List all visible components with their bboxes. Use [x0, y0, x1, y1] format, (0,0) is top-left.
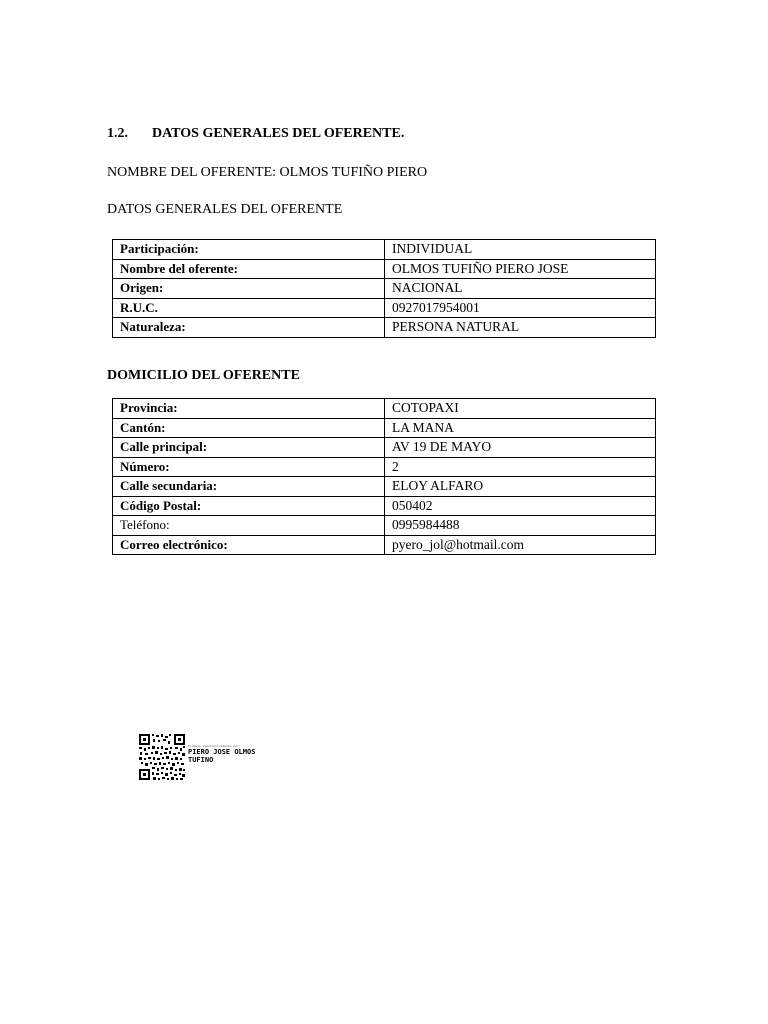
table-row	[113, 318, 656, 338]
row-label: Correo electrónico:	[113, 535, 385, 555]
row-value: 0927017954001	[385, 298, 656, 318]
signature-caption: Firmado electrónicamente por:	[188, 744, 241, 748]
electronic-signature	[138, 733, 278, 781]
signature-name-line1: PIERO JOSE OLMOS	[188, 748, 256, 756]
table-row	[113, 516, 656, 536]
row-label: R.U.C.	[113, 298, 385, 318]
signature-name-line2: TUFINO	[188, 756, 214, 764]
row-label: Calle principal:	[113, 438, 385, 458]
row-value: 0995984488	[385, 516, 656, 536]
row-label: Participación:	[113, 240, 385, 260]
row-value: AV 19 DE MAYO	[385, 438, 656, 458]
row-value: LA MANA	[385, 418, 656, 438]
table-row	[113, 418, 656, 438]
offerer-name-line: NOMBRE DEL OFERENTE: OLMOS TUFIÑO PIERO	[107, 165, 428, 180]
table-row	[113, 240, 656, 260]
row-value: INDIVIDUAL	[385, 240, 656, 260]
row-label: Calle secundaria:	[113, 477, 385, 497]
table-row	[113, 399, 656, 419]
section-title: DATOS GENERALES DEL OFERENTE.	[152, 126, 405, 141]
row-label: Código Postal:	[113, 496, 385, 516]
table-row	[113, 298, 656, 318]
row-label: Teléfono:	[113, 516, 385, 536]
row-value: 050402	[385, 496, 656, 516]
row-value: OLMOS TUFIÑO PIERO JOSE	[385, 259, 656, 279]
domicile-heading: DOMICILIO DEL OFERENTE	[107, 368, 300, 383]
table-row	[113, 259, 656, 279]
row-value: 2	[385, 457, 656, 477]
section-number: 1.2.	[107, 126, 128, 141]
table-row	[113, 438, 656, 458]
signature-name	[188, 748, 255, 764]
row-value: PERSONA NATURAL	[385, 318, 656, 338]
row-label: Nombre del oferente:	[113, 259, 385, 279]
row-value: ELOY ALFARO	[385, 477, 656, 497]
qr-code-icon	[138, 733, 186, 781]
domicile-table	[112, 398, 656, 555]
table-row	[113, 535, 656, 555]
row-value: NACIONAL	[385, 279, 656, 299]
table-row	[113, 477, 656, 497]
row-label: Número:	[113, 457, 385, 477]
table-row	[113, 279, 656, 299]
row-value: COTOPAXI	[385, 399, 656, 419]
general-data-heading: DATOS GENERALES DEL OFERENTE	[107, 202, 343, 217]
row-label: Cantón:	[113, 418, 385, 438]
row-label: Origen:	[113, 279, 385, 299]
table-row	[113, 457, 656, 477]
row-label: Naturaleza:	[113, 318, 385, 338]
general-data-table	[112, 239, 656, 338]
table-row	[113, 496, 656, 516]
row-value: pyero_jol@hotmail.com	[385, 535, 656, 555]
section-heading	[107, 126, 404, 142]
row-label: Provincia:	[113, 399, 385, 419]
